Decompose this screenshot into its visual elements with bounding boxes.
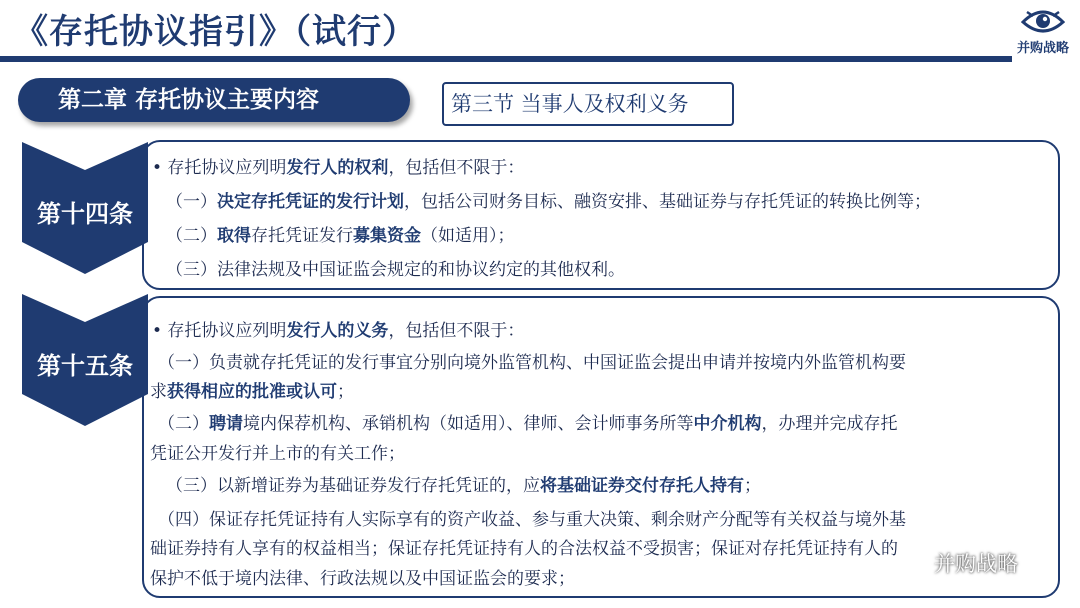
wechat-icon bbox=[900, 553, 930, 577]
body-text: （如适用）； bbox=[421, 226, 515, 246]
body-text: （四）保证存托凭证持有人实际享有的资产收益、参与重大决策、剩余财产分配等有关权益与境外基 bbox=[158, 510, 906, 530]
section-heading: 第三节 当事人及权利义务 bbox=[442, 82, 734, 126]
article-14-line bbox=[166, 221, 515, 246]
emphasis-text: 募集资金 bbox=[353, 226, 421, 246]
emphasis-text: 发行人的权利 bbox=[286, 158, 389, 178]
chapter-heading: 第二章 存托协议主要内容 bbox=[18, 78, 410, 122]
body-text: • 存托协议应列明 bbox=[152, 158, 287, 178]
watermark bbox=[900, 548, 1018, 578]
article-15-line bbox=[166, 471, 761, 496]
body-text: ； bbox=[337, 382, 354, 402]
body-text: ； bbox=[744, 476, 761, 496]
article-14-chevron bbox=[22, 142, 154, 274]
body-text: • 存托协议应列明 bbox=[152, 321, 287, 341]
article-14-line bbox=[152, 153, 524, 178]
eye-icon bbox=[1021, 6, 1065, 36]
article-15-chevron bbox=[22, 294, 154, 426]
brand-logo bbox=[1010, 6, 1076, 62]
body-text: ，包括但不限于： bbox=[388, 321, 525, 341]
emphasis-text: 中介机构 bbox=[693, 414, 762, 434]
article-15-line bbox=[158, 348, 906, 373]
article-15-line bbox=[150, 377, 354, 402]
article-15-line bbox=[150, 439, 405, 464]
body-text: （三）以新增证券为基础证券发行存托凭证的，应 bbox=[166, 476, 540, 496]
article-15-label: 第十五条 bbox=[37, 352, 133, 380]
article-14-line bbox=[166, 187, 931, 212]
emphasis-text: 获得相应的批准或认可 bbox=[167, 382, 337, 402]
emphasis-text: 决定存托凭证的发行计划 bbox=[217, 192, 404, 212]
emphasis-text: 取得 bbox=[217, 226, 251, 246]
article-15-line bbox=[152, 316, 524, 341]
article-15-line bbox=[158, 505, 906, 530]
body-text: 础证券持有人享有的权益相当；保证存托凭证持有人的合法权益不受损害；保证对存托凭证持有人的 bbox=[150, 539, 898, 559]
emphasis-text: 聘请 bbox=[209, 414, 243, 434]
page-title: 《存托协议指引》（试行） bbox=[14, 12, 417, 52]
body-text: 保护不低于境内法律、行政法规以及中国证监会的要求； bbox=[150, 569, 575, 589]
body-text: ，包括公司财务目标、融资安排、基础证券与存托凭证的转换比例等； bbox=[404, 192, 931, 212]
article-14-line bbox=[166, 255, 625, 280]
article-15-line bbox=[150, 564, 575, 589]
body-text: （一）负责就存托凭证的发行事宜分别向境外监管机构、中国证监会提出申请并按境内外监管机构要 bbox=[158, 353, 906, 373]
article-14-box bbox=[142, 140, 1060, 290]
body-text: （二） bbox=[158, 414, 209, 434]
emphasis-text: 发行人的义务 bbox=[286, 321, 389, 341]
article-15-line bbox=[150, 534, 898, 559]
body-text: 求 bbox=[150, 382, 167, 402]
article-15-line bbox=[158, 409, 898, 434]
body-text: （三）法律法规及中国证监会规定的和协议约定的其他权利。 bbox=[166, 260, 625, 280]
emphasis-text: 将基础证券交付存托人持有 bbox=[540, 476, 744, 496]
body-text: 存托凭证发行 bbox=[251, 226, 353, 246]
watermark-text: 并购战略 bbox=[934, 552, 1018, 576]
body-text: ，办理并完成存托 bbox=[761, 414, 898, 434]
body-text: （二） bbox=[166, 226, 217, 246]
body-text: （一） bbox=[166, 192, 217, 212]
title-underline bbox=[0, 56, 1012, 62]
body-text: 凭证公开发行并上市的有关工作； bbox=[150, 444, 405, 464]
body-text: ，包括但不限于： bbox=[388, 158, 525, 178]
logo-text: 并购战略 bbox=[1016, 41, 1069, 56]
article-14-label: 第十四条 bbox=[37, 200, 133, 228]
body-text: 境内保荐机构、承销机构（如适用）、律师、会计师事务所等 bbox=[243, 414, 694, 434]
